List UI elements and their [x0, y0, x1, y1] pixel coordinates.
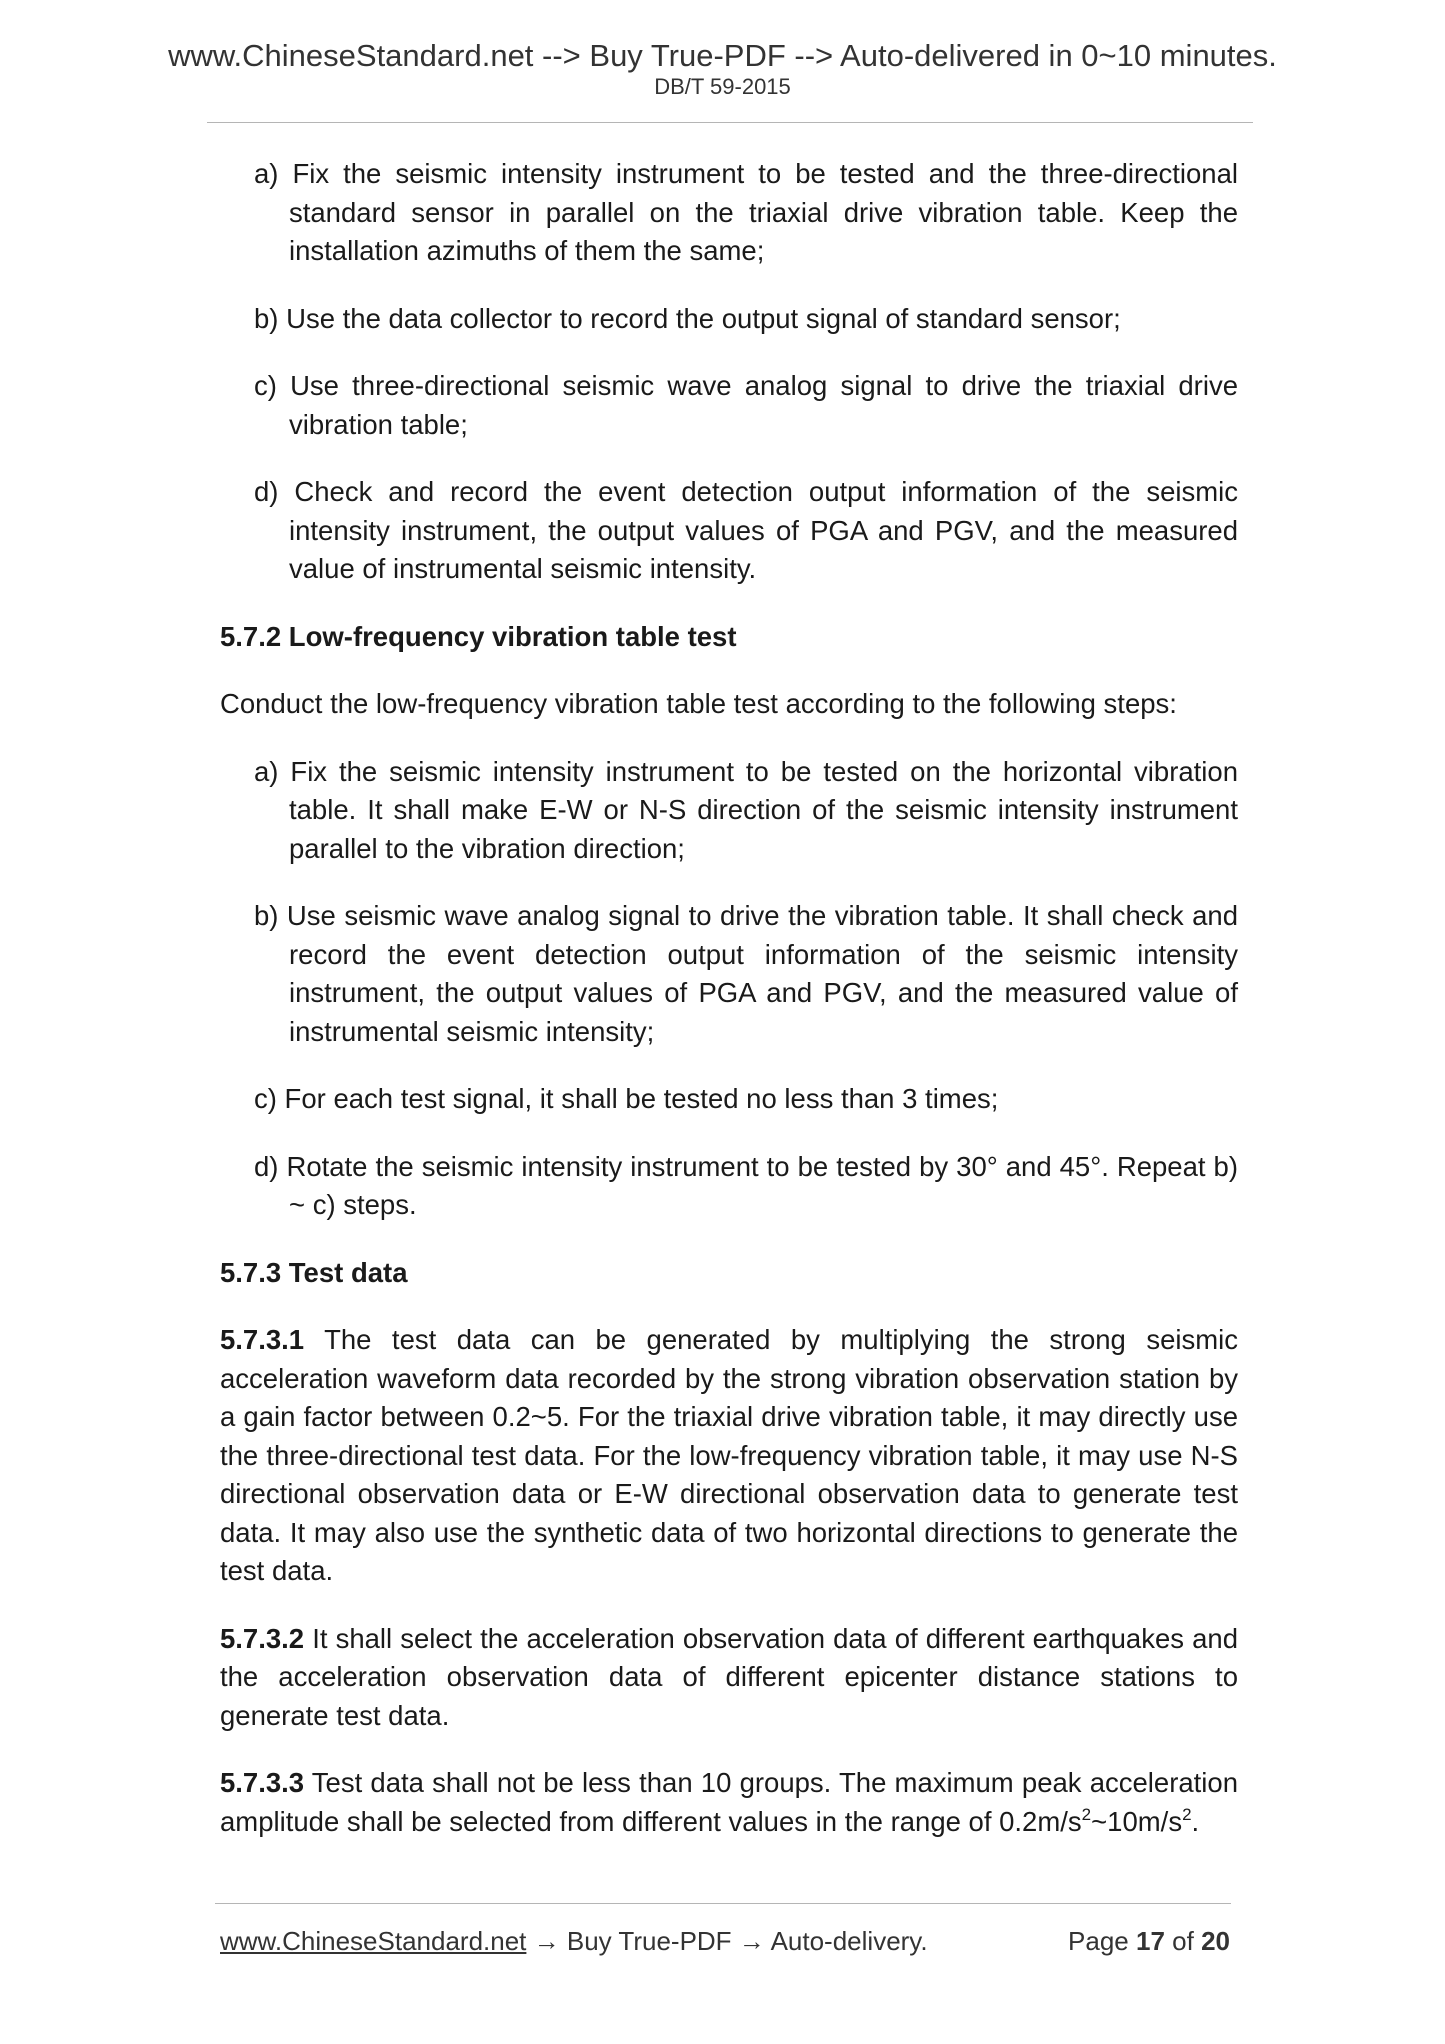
list-item: c) For each test signal, it shall be tested no less than 3 times; [254, 1083, 999, 1114]
clause-number: 5.7.3.1 [220, 1324, 305, 1355]
list-item: b) Use the data collector to record the output signal of standard sensor; [254, 302, 1121, 334]
page-footer [220, 1924, 1230, 1958]
clause-number: 5.7.3.2 [220, 1622, 305, 1654]
document-number: DB/T 59-2015 [654, 74, 791, 99]
footer-tagline: → Buy True-PDF → Auto-delivery. [526, 1926, 928, 1956]
list-item: d) Rotate the seismic intensity instrument to be tested by 30° and 45°. Repeat b) ~ c) steps. [254, 1150, 1238, 1220]
header-banner: www.ChineseStandard.net --> Buy True-PDF --> Auto-delivered in 0~10 minutes. [168, 38, 1277, 73]
clause-text: It shall select the acceleration observation data of different earthquakes and the acceleration observation data of different epicenter distance stations to generate test data. [220, 1622, 1238, 1731]
section-heading-5-7-2: 5.7.2 Low-frequency vibration table test [220, 620, 737, 652]
header-divider [207, 122, 1253, 123]
superscript: 2 [1081, 1804, 1092, 1824]
clause-5-7-3-3 [220, 1764, 1238, 1841]
list-item: d) Check and record the event detection output information of the seismic intensity instrument, the output values of PGA and PGV, and the measured value of instrumental seismic intensity. [254, 476, 1238, 584]
list-item: c) Use three-directional seismic wave analog signal to drive the triaxial drive vibration table; [254, 370, 1238, 440]
page-indicator [1068, 1924, 1230, 1958]
clause-text-end: . [1191, 1805, 1200, 1837]
section-lead-paragraph: Conduct the low-frequency vibration table test according to the following steps: [220, 688, 1177, 719]
footer-divider [215, 1903, 1231, 1904]
clause-text: The test data can be generated by multiplying the strong seismic acceleration waveform data recorded by the strong vibration observation station by a gain factor between 0.2~5. For the triaxial drive vibration table, it may directly use the three-directional test data. For the low-frequency vibration table, it may use N-S directional observation data or E-W directional observation data to generate test data. It may also use the synthetic data of two horizontal directions to generate the test data. [220, 1324, 1238, 1586]
page-current: 17 [1136, 1926, 1165, 1956]
clause-5-7-3-1 [220, 1321, 1238, 1591]
clause-text-unit: ~10m/s [1091, 1805, 1183, 1837]
superscript: 2 [1182, 1804, 1192, 1824]
list-item: a) Fix the seismic intensity instrument to be tested on the horizontal vibration table. It shall make E-W or N-S direction of the seismic intensity instrument parallel to the vibration direction; [254, 755, 1238, 864]
page-body [220, 155, 1238, 1870]
clause-5-7-3-2 [220, 1620, 1238, 1736]
clause-number: 5.7.3.3 [220, 1767, 305, 1798]
footer-left [220, 1924, 928, 1958]
list-item: a) Fix the seismic intensity instrument to be tested and the three-directional standard sensor in parallel on the triaxial drive vibration table. Keep the installation azimuths of them the same; [254, 158, 1238, 266]
list-item: b) Use seismic wave analog signal to drive the vibration table. It shall check and record the event detection output information of the seismic intensity instrument, the output values of PGA and PGV, and the measured value of instrumental seismic intensity; [254, 900, 1238, 1047]
page-of: of [1172, 1926, 1194, 1956]
page-total: 20 [1201, 1926, 1230, 1956]
clause-text: Test data shall not be less than 10 groups. The maximum peak acceleration amplitude shall be selected from different values in the range of 0.2m/s [220, 1767, 1238, 1837]
section-heading-5-7-3: 5.7.3 Test data [220, 1256, 408, 1288]
page-label: Page [1068, 1926, 1129, 1956]
footer-site-link[interactable]: www.ChineseStandard.net [220, 1926, 527, 1956]
